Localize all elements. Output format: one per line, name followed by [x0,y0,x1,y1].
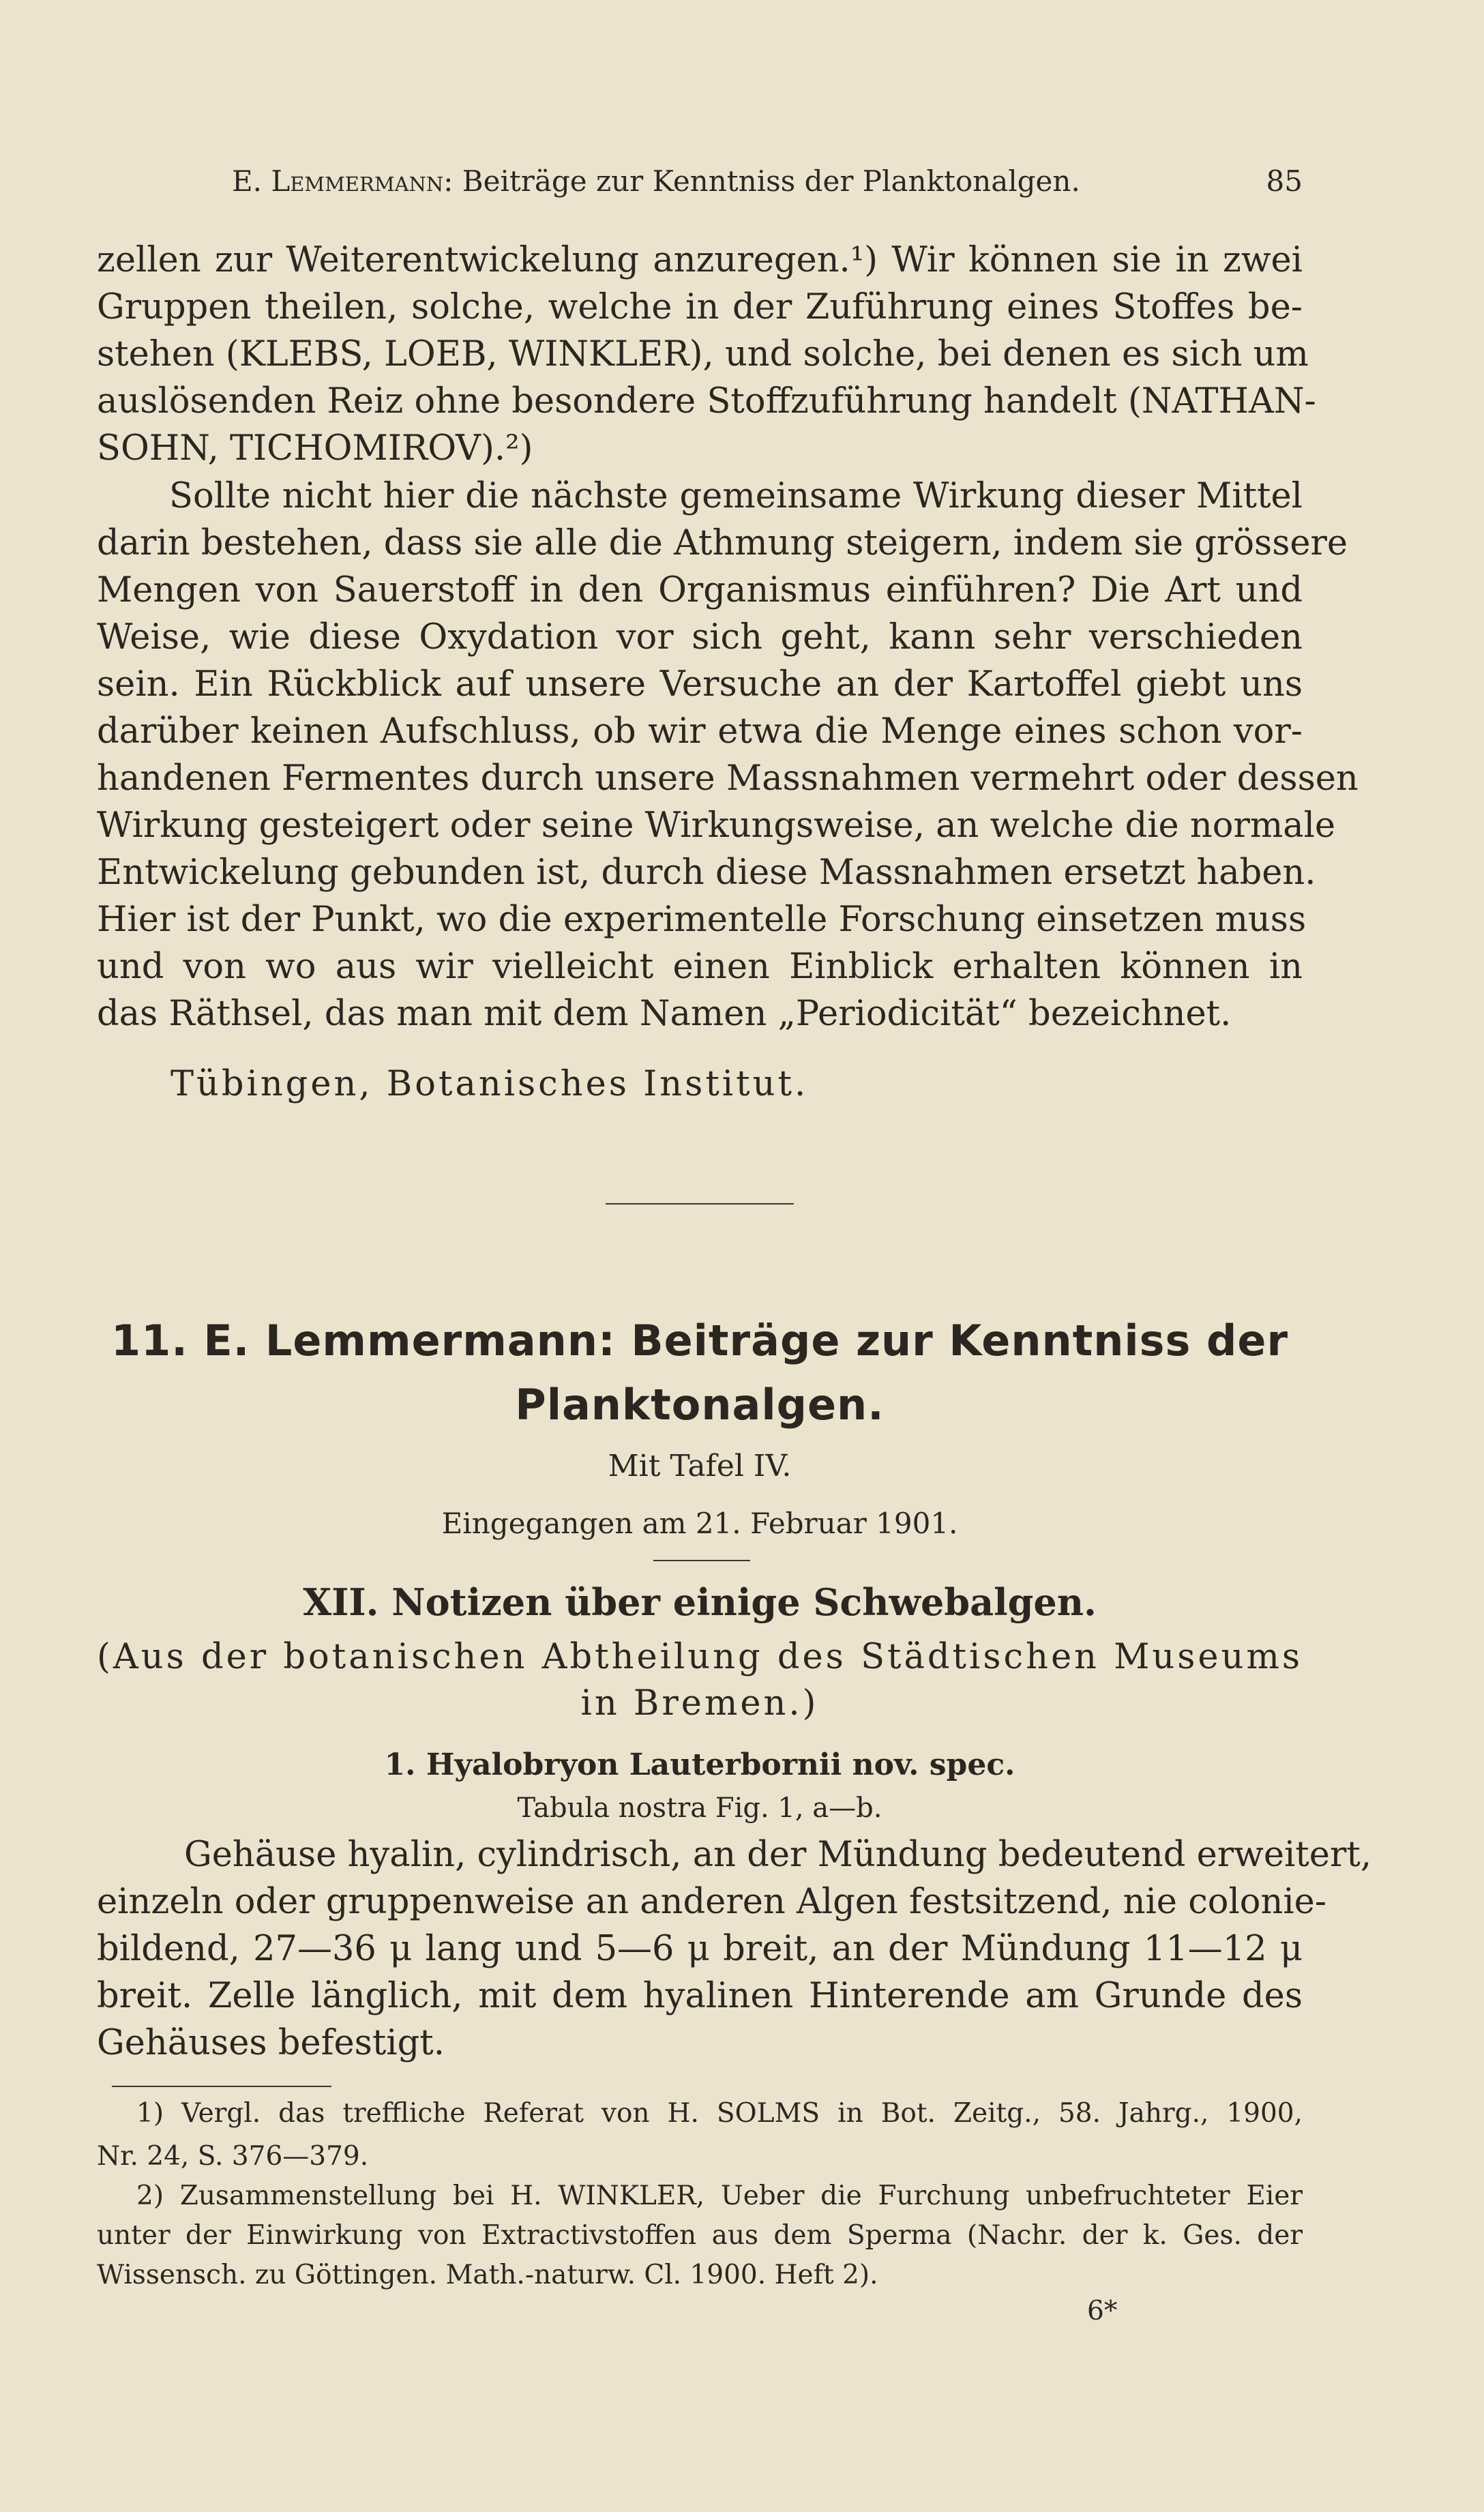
text-line: bildend, 27—36 μ lang und 5—6 μ breit, an der Mündung 11—12 μ [97,1929,1303,1969]
text-line: breit. Zelle länglich, mit dem hyalinen Hinterende am Grunde des [97,1976,1303,2016]
origin-note-continued: in Bremen.) [580,1683,819,1724]
title-rule [653,1560,750,1561]
text-line: Gehäuse hyalin, cylindrisch, an der Mündung bedeutend erweitert, [184,1835,1372,1875]
footnote-2-continued: unter der Einwirkung von Extractivstoffen aus dem Sperma (Nachr. der k. Ges. der [97,2220,1303,2251]
text-line: das Räthsel, das man mit dem Namen „Periodicität“ bezeichnet. [97,994,1232,1034]
text-line: Wirkung gesteigert oder seine Wirkungsweise, an welche die normale [97,806,1336,846]
text-line: darüber keinen Aufschluss, ob wir etwa die Menge eines schon vor- [97,711,1303,752]
text-line: Sollte nicht hier die nächste gemeinsame Wirkung dieser Mittel [169,476,1303,516]
footnote-1: 1) Vergl. das treffliche Referat von H. SOLMS in Bot. Zeitg., 58. Jahrg., 1900, [136,2098,1303,2129]
species-figure-reference: Tabula nostra Fig. 1, a—b. [517,1792,882,1824]
footnote-2-end: Wissensch. zu Göttingen. Math.-naturw. Cl. 1900. Heft 2). [97,2260,878,2290]
signature-mark: 6* [1087,2296,1118,2326]
plate-reference: Mit Tafel IV. [608,1449,792,1483]
origin-note: (Aus der botanischen Abtheilung des Städtischen Museums [97,1637,1303,1677]
running-header-title: Beiträge zur Kenntniss der Planktonalgen. [462,164,1080,198]
text-line: handenen Fermentes durch unsere Massnahmen vermehrt oder dessen [97,758,1359,799]
text-line: stehen (KLEBS, LOEB, WINKLER), und solche, bei denen es sich um [97,334,1309,374]
running-header-author: E. Lemmermann: [232,164,454,198]
page-number: 85 [1266,164,1303,198]
text-line: darin bestehen, dass sie alle die Athmung steigern, indem sie grössere [97,523,1348,563]
text-line: Mengen von Sauerstoff in den Organismus einführen? Die Art und [97,570,1303,610]
text-line: Hier ist der Punkt, wo die experimentelle Forschung einsetzen muss [97,900,1307,940]
received-date: Eingegangen am 21. Februar 1901. [441,1507,958,1540]
text-line: sein. Ein Rückblick auf unsere Versuche an der Kartoffel giebt uns [97,664,1303,705]
text-line: einzeln oder gruppenweise an anderen Algen festsitzend, nie colonie- [97,1882,1327,1922]
section-title: XII. Notizen über einige Schwebalgen. [303,1580,1097,1624]
footnote-2: 2) Zusammenstellung bei H. WINKLER, Ueber die Furchung unbefruchteter Eier [136,2181,1303,2211]
text-line: SOHN, TICHOMIROV).²) [97,428,533,469]
text-line: Gruppen theilen, solche, welche in der Zuführung eines Stoffes be- [97,287,1303,327]
text-line: und von wo aus wir vielleicht einen Einblick erhalten können in [97,947,1303,987]
text-line: Weise, wie diese Oxydation vor sich geht, kann sehr verschieden [97,617,1303,657]
text-line: Gehäuses befestigt. [97,2023,445,2063]
text-line: Entwickelung gebunden ist, durch diese Massnahmen ersetzt haben. [97,853,1316,893]
text-line: zellen zur Weiterentwickelung anzuregen.¹) Wir können sie in zwei [97,240,1303,280]
footnote-1-continued: Nr. 24, S. 376—379. [97,2141,369,2172]
signoff-place: Tübingen, Botanisches Institut. [170,1064,809,1104]
text-line: auslösenden Reiz ohne besondere Stoffzuführung handelt (NATHAN- [97,381,1316,422]
running-header [232,164,1303,199]
footnote-rule [112,2086,331,2087]
article-title-continued: Planktonalgen. [515,1380,885,1430]
species-heading: 1. Hyalobryon Lauterbornii nov. spec. [384,1747,1015,1782]
article-title: 11. E. Lemmermann: Beiträge zur Kenntniss der [110,1316,1289,1365]
separator-rule [606,1203,794,1205]
